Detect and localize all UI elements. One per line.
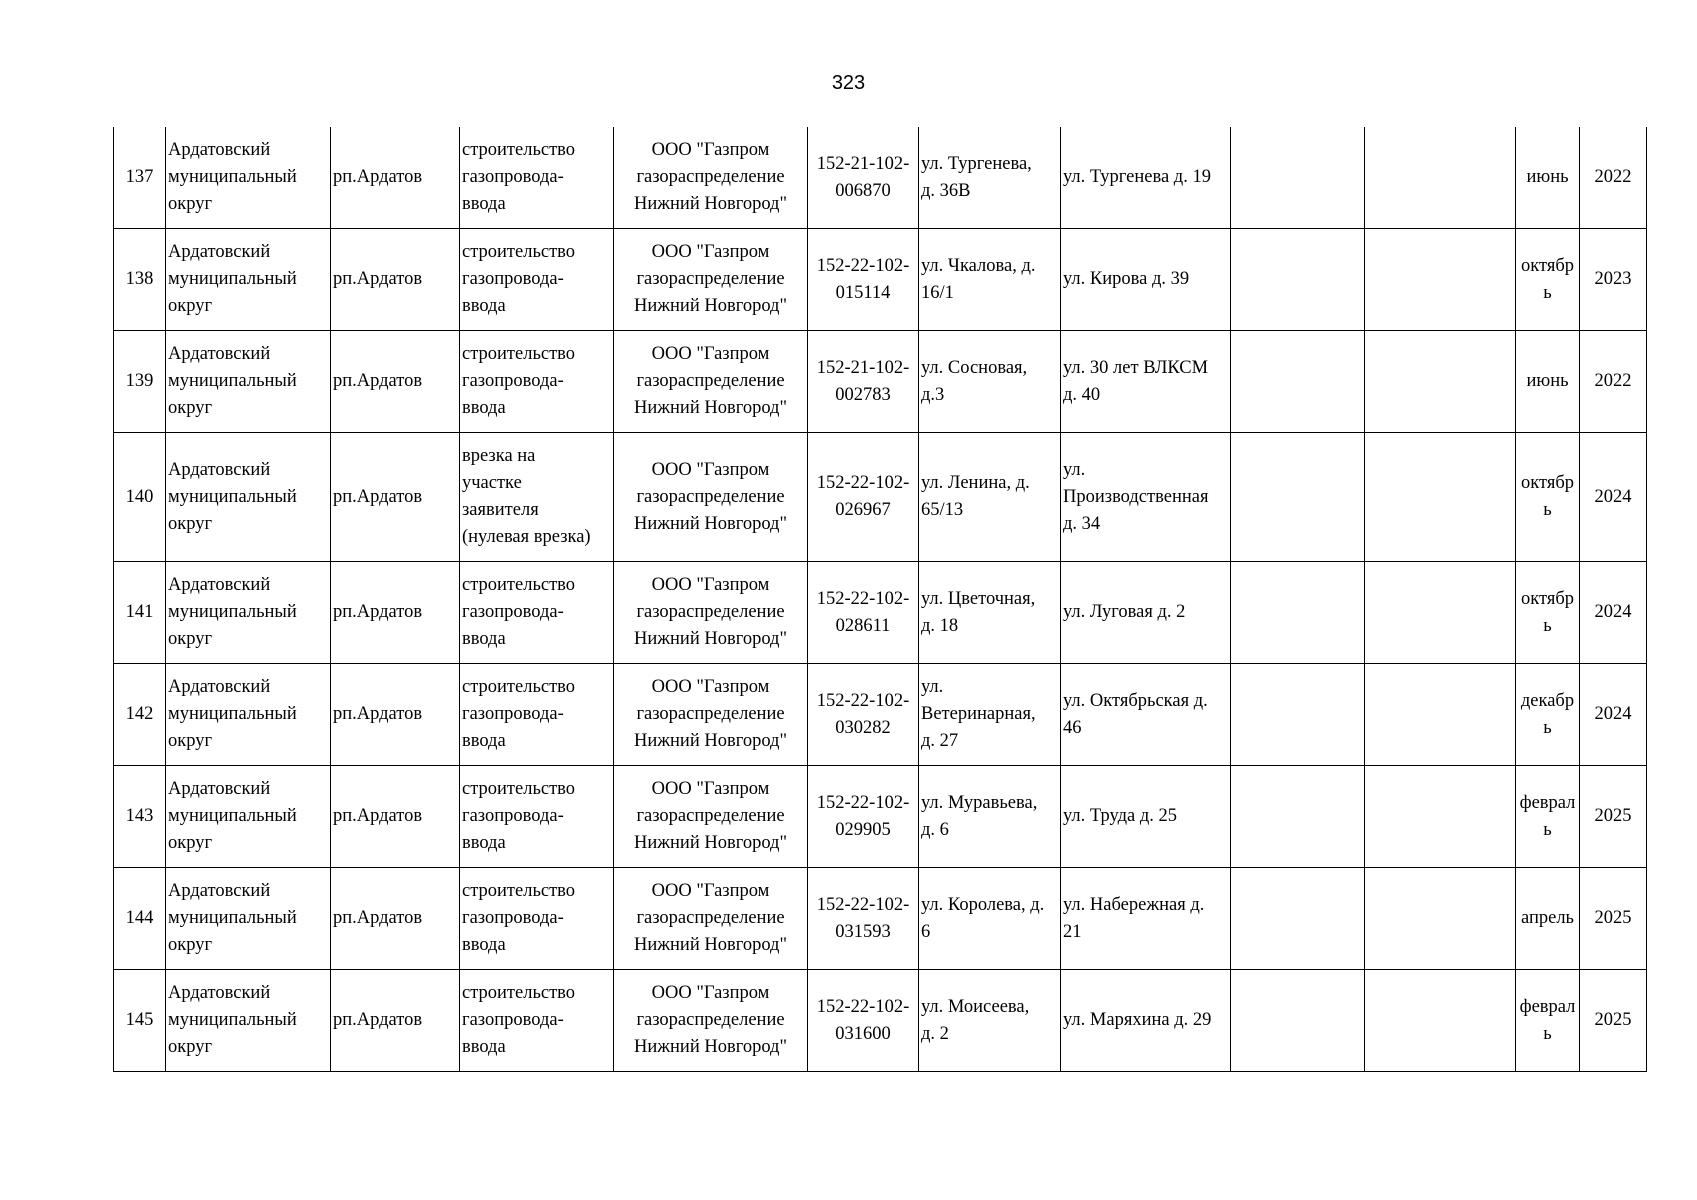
address-from-cell: ул. Тургенева, д. 36В [919,127,1061,229]
work-type-cell: врезка на участке заявителя (нулевая врезка) [460,433,614,562]
settlement-cell: рп.Ардатов [331,229,460,331]
empty-cell [1231,868,1365,970]
district-cell: Ардатовский муниципальный округ [166,433,331,562]
application-code-cell: 152-22-102- 029905 [808,766,919,868]
empty-cell [1365,229,1516,331]
work-type-cell: строительство газопровода- ввода [460,766,614,868]
empty-cell [1231,127,1365,229]
address-from-cell: ул. Цветочная, д. 18 [919,562,1061,664]
empty-cell [1365,766,1516,868]
table-row [114,433,1647,562]
organization-cell: ООО "Газпром газораспределение Нижний Новгород" [614,127,808,229]
table-row [114,664,1647,766]
table-row [114,562,1647,664]
settlement-cell: рп.Ардатов [331,127,460,229]
empty-cell [1231,562,1365,664]
empty-cell [1365,664,1516,766]
empty-cell [1231,433,1365,562]
application-code-cell: 152-21-102- 002783 [808,331,919,433]
row-number: 137 [114,127,166,229]
empty-cell [1365,433,1516,562]
application-code-cell: 152-22-102- 015114 [808,229,919,331]
month-cell: декабр ь [1516,664,1580,766]
month-cell: апрель [1516,868,1580,970]
address-to-cell: ул. Тургенева д. 19 [1061,127,1231,229]
application-code-cell: 152-22-102- 028611 [808,562,919,664]
organization-cell: ООО "Газпром газораспределение Нижний Новгород" [614,331,808,433]
gas-connection-table [113,127,1647,1072]
settlement-cell: рп.Ардатов [331,331,460,433]
address-to-cell: ул. Набережная д. 21 [1061,868,1231,970]
address-from-cell: ул. Чкалова, д. 16/1 [919,229,1061,331]
table-row [114,766,1647,868]
settlement-cell: рп.Ардатов [331,868,460,970]
district-cell: Ардатовский муниципальный округ [166,970,331,1072]
year-cell: 2025 [1580,868,1647,970]
row-number: 139 [114,331,166,433]
work-type-cell: строительство газопровода- ввода [460,331,614,433]
row-number: 141 [114,562,166,664]
address-from-cell: ул. Ветеринарная, д. 27 [919,664,1061,766]
year-cell: 2025 [1580,766,1647,868]
row-number: 143 [114,766,166,868]
organization-cell: ООО "Газпром газораспределение Нижний Новгород" [614,970,808,1072]
work-type-cell: строительство газопровода- ввода [460,229,614,331]
year-cell: 2024 [1580,562,1647,664]
empty-cell [1365,331,1516,433]
district-cell: Ардатовский муниципальный округ [166,331,331,433]
empty-cell [1365,868,1516,970]
month-cell: октябр ь [1516,229,1580,331]
empty-cell [1231,970,1365,1072]
page-number: 323 [831,72,866,94]
settlement-cell: рп.Ардатов [331,433,460,562]
address-to-cell: ул. Луговая д. 2 [1061,562,1231,664]
settlement-cell: рп.Ардатов [331,970,460,1072]
month-cell: июнь [1516,331,1580,433]
row-number: 142 [114,664,166,766]
row-number: 138 [114,229,166,331]
district-cell: Ардатовский муниципальный округ [166,127,331,229]
empty-cell [1365,127,1516,229]
organization-cell: ООО "Газпром газораспределение Нижний Новгород" [614,664,808,766]
address-to-cell: ул. Производственная д. 34 [1061,433,1231,562]
work-type-cell: строительство газопровода- ввода [460,970,614,1072]
application-code-cell: 152-22-102- 031593 [808,868,919,970]
address-to-cell: ул. Кирова д. 39 [1061,229,1231,331]
organization-cell: ООО "Газпром газораспределение Нижний Новгород" [614,766,808,868]
organization-cell: ООО "Газпром газораспределение Нижний Новгород" [614,868,808,970]
table-row [114,970,1647,1072]
address-to-cell: ул. Маряхина д. 29 [1061,970,1231,1072]
application-code-cell: 152-22-102- 030282 [808,664,919,766]
work-type-cell: строительство газопровода- ввода [460,664,614,766]
organization-cell: ООО "Газпром газораспределение Нижний Новгород" [614,229,808,331]
settlement-cell: рп.Ардатов [331,664,460,766]
settlement-cell: рп.Ардатов [331,766,460,868]
row-number: 144 [114,868,166,970]
address-to-cell: ул. Труда д. 25 [1061,766,1231,868]
row-number: 140 [114,433,166,562]
empty-cell [1365,562,1516,664]
work-type-cell: строительство газопровода- ввода [460,127,614,229]
district-cell: Ардатовский муниципальный округ [166,664,331,766]
district-cell: Ардатовский муниципальный округ [166,766,331,868]
table-row [114,127,1647,229]
month-cell: июнь [1516,127,1580,229]
row-number: 145 [114,970,166,1072]
application-code-cell: 152-22-102- 026967 [808,433,919,562]
empty-cell [1231,664,1365,766]
year-cell: 2022 [1580,331,1647,433]
application-code-cell: 152-21-102- 006870 [808,127,919,229]
organization-cell: ООО "Газпром газораспределение Нижний Новгород" [614,433,808,562]
application-code-cell: 152-22-102- 031600 [808,970,919,1072]
organization-cell: ООО "Газпром газораспределение Нижний Новгород" [614,562,808,664]
month-cell: октябр ь [1516,562,1580,664]
district-cell: Ардатовский муниципальный округ [166,868,331,970]
year-cell: 2024 [1580,664,1647,766]
empty-cell [1231,766,1365,868]
address-from-cell: ул. Сосновая, д.3 [919,331,1061,433]
address-to-cell: ул. Октябрьская д. 46 [1061,664,1231,766]
year-cell: 2025 [1580,970,1647,1072]
table-row [114,331,1647,433]
table-row [114,229,1647,331]
address-from-cell: ул. Королева, д. 6 [919,868,1061,970]
district-cell: Ардатовский муниципальный округ [166,562,331,664]
district-cell: Ардатовский муниципальный округ [166,229,331,331]
work-type-cell: строительство газопровода- ввода [460,562,614,664]
year-cell: 2023 [1580,229,1647,331]
empty-cell [1231,331,1365,433]
month-cell: феврал ь [1516,970,1580,1072]
address-from-cell: ул. Моисеева, д. 2 [919,970,1061,1072]
table-row [114,868,1647,970]
empty-cell [1365,970,1516,1072]
work-type-cell: строительство газопровода- ввода [460,868,614,970]
month-cell: октябр ь [1516,433,1580,562]
empty-cell [1231,229,1365,331]
table-body [114,127,1647,1072]
address-to-cell: ул. 30 лет ВЛКСМ д. 40 [1061,331,1231,433]
address-from-cell: ул. Ленина, д. 65/13 [919,433,1061,562]
month-cell: феврал ь [1516,766,1580,868]
address-from-cell: ул. Муравьева, д. 6 [919,766,1061,868]
year-cell: 2022 [1580,127,1647,229]
settlement-cell: рп.Ардатов [331,562,460,664]
year-cell: 2024 [1580,433,1647,562]
